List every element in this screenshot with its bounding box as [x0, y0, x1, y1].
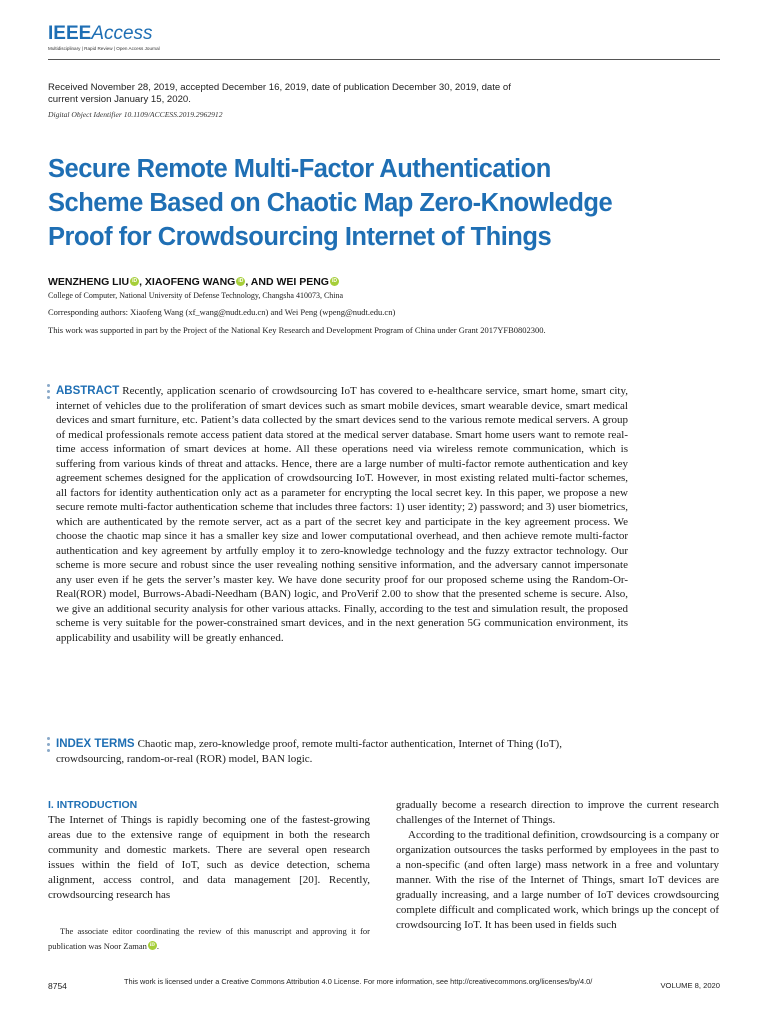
doi: Digital Object Identifier 10.1109/ACCESS.2019.2962912	[48, 110, 223, 119]
section-heading: I. INTRODUCTION	[48, 799, 138, 811]
orcid-icon[interactable]: iD	[331, 278, 337, 284]
orcid-icon[interactable]: iD	[149, 943, 155, 948]
abstract-text: Recently, application scenario of crowdsourcing IoT has covered to e-healthcare service, smart home, smart city, internet of vehicles due to the proliferation of smart devices such as smart mobile devices, smart wearable device, smart medical devices and smart furniture, etc. Patient’s data collected by the smart devices send to the various remote medical servers. A group of medical professionals remote access patient data stored at the medical server database. Smart home users want to remote real-time access information of smart devices at home. All these operations need via wireless remote communication, which is suffering from various kinds of threat and attacks. Hence, there are a large number of multi-factor remote authentication and key agreement schemes designed for the application of crowdsourcing IoT. However, in most existing related multi-factor schemes, all factors for identity authentication only act as a parameter for encrypting the local secret key. In this paper, we propose a new secure remote multi-factor authentication scheme that includes three factors: 1) user identity; 2) password; and 3) user biometrics, which are authenticated by the remote server, act as a part of the secret key and participate in the key agreement process. We choose the chaotic map since it has a smaller key size and lower computational overhead, and then achieve remote multi-factor authentication and key agreement by artfully employ it to zero-knowledge technology and the fuzzy extractor technology. Our scheme is more secure and robust since the user revealing nothing sensitive information, and the adversary cannot impersonate any user even if he gets the server’s master key. We have done security proof for our proposed scheme using the Random-Or-Real(ROR) model, Burrows-Abadi-Needham (BAN) logic, and ProVerif 2.00 to show that the presented scheme is secure. Also, we give an additional security analysis for other various attacks. Finally, according to the test and simulation result, the proposed scheme is very suitable for the power-constrained smart devices, and in the next generation 5G communication environment, its applicability and usability will be greatly enhanced.	[56, 385, 628, 644]
orcid-icon[interactable]: iD	[132, 278, 138, 284]
affiliation: College of Computer, National University of Defense Technology, Changsha 410073, China	[48, 291, 344, 300]
orcid-icon[interactable]: iD	[238, 278, 244, 284]
index-terms-label: INDEX TERMS	[56, 738, 135, 750]
intro-paragraph: According to the traditional definition, crowdsourcing is a company or organization outsources the tasks performed by employees in the past to a non-specific (and often large) mass network in a free and voluntary manner. With the rise of the Internet of Things, smart IoT devices are gradually increasing, and a large number of IoT devices crowdsourcing complete difficult and complicated work, which brings up the concept of crowdsourcing IoT. It has been used in fields such	[396, 829, 719, 931]
abstract-marker-icon	[47, 384, 51, 402]
page-number: 8754	[48, 981, 67, 991]
corresponding-authors: Corresponding authors: Xiaofeng Wang (xf_wang@nudt.edu.cn) and Wei Peng (wpeng@nudt.edu.cn)	[48, 307, 396, 317]
editor-note: The associate editor coordinating the review of this manuscript and approving it for publication was Noor Zaman iD .	[48, 926, 370, 951]
author-name: WEI PENG	[276, 276, 329, 288]
paper-title: Secure Remote Multi-Factor Authentication Scheme Based on Chaotic Map Zero-Knowledge Proof for Crowdsourcing Internet of Things	[48, 155, 613, 251]
index-terms-text: Chaotic map, zero-knowledge proof, remote multi-factor authentication, Internet of Thing (IoT), crowdsourcing, random-or-real (ROR) model, BAN logic.	[56, 738, 562, 765]
journal-logo	[48, 24, 160, 51]
index-terms	[56, 737, 628, 766]
author-list: WENZHENG LIU iD , XIAOFENG WANG iD , AND WEI PENG iD	[48, 276, 337, 288]
abstract	[56, 384, 628, 645]
license-notice[interactable]: This work is licensed under a Creative Commons Attribution 4.0 License. For more information, see http://creativecommons.org/licenses/by/4.0/	[124, 977, 593, 986]
abstract-label: ABSTRACT	[56, 385, 120, 397]
author-name: XIAOFENG WANG	[144, 276, 236, 288]
received-dates: Received November 28, 2019, accepted December 16, 2019, date of publication December 30, 2019, date of current version January 15, 2020.	[48, 82, 511, 105]
intro-paragraph: gradually become a research direction to improve the current research challenges of the Internet of Things.	[396, 799, 719, 826]
journal-logo-text: IEEEAccess	[48, 23, 153, 44]
funding-note: This work was supported in part by the Project of the National Key Research and Development Program of China under Grant 2017YFB0802300.	[48, 325, 546, 335]
author-name: WENZHENG LIU	[48, 276, 130, 288]
journal-tagline: Multidisciplinary | Rapid Review | Open Access Journal	[48, 46, 160, 51]
left-column	[48, 798, 370, 903]
header-divider	[48, 59, 720, 60]
volume-info: VOLUME 8, 2020	[660, 981, 720, 990]
index-terms-marker-icon	[47, 737, 51, 755]
right-column	[396, 798, 719, 933]
intro-paragraph: The Internet of Things is rapidly becoming one of the fastest-growing areas due to the extensive range of equipment in both the research community and domestic markets. There are several open research issues within the field of IoT, such as device detection, schema alignment, access control, and data management [20]. Recently, crowdsourcing research has	[48, 814, 370, 901]
